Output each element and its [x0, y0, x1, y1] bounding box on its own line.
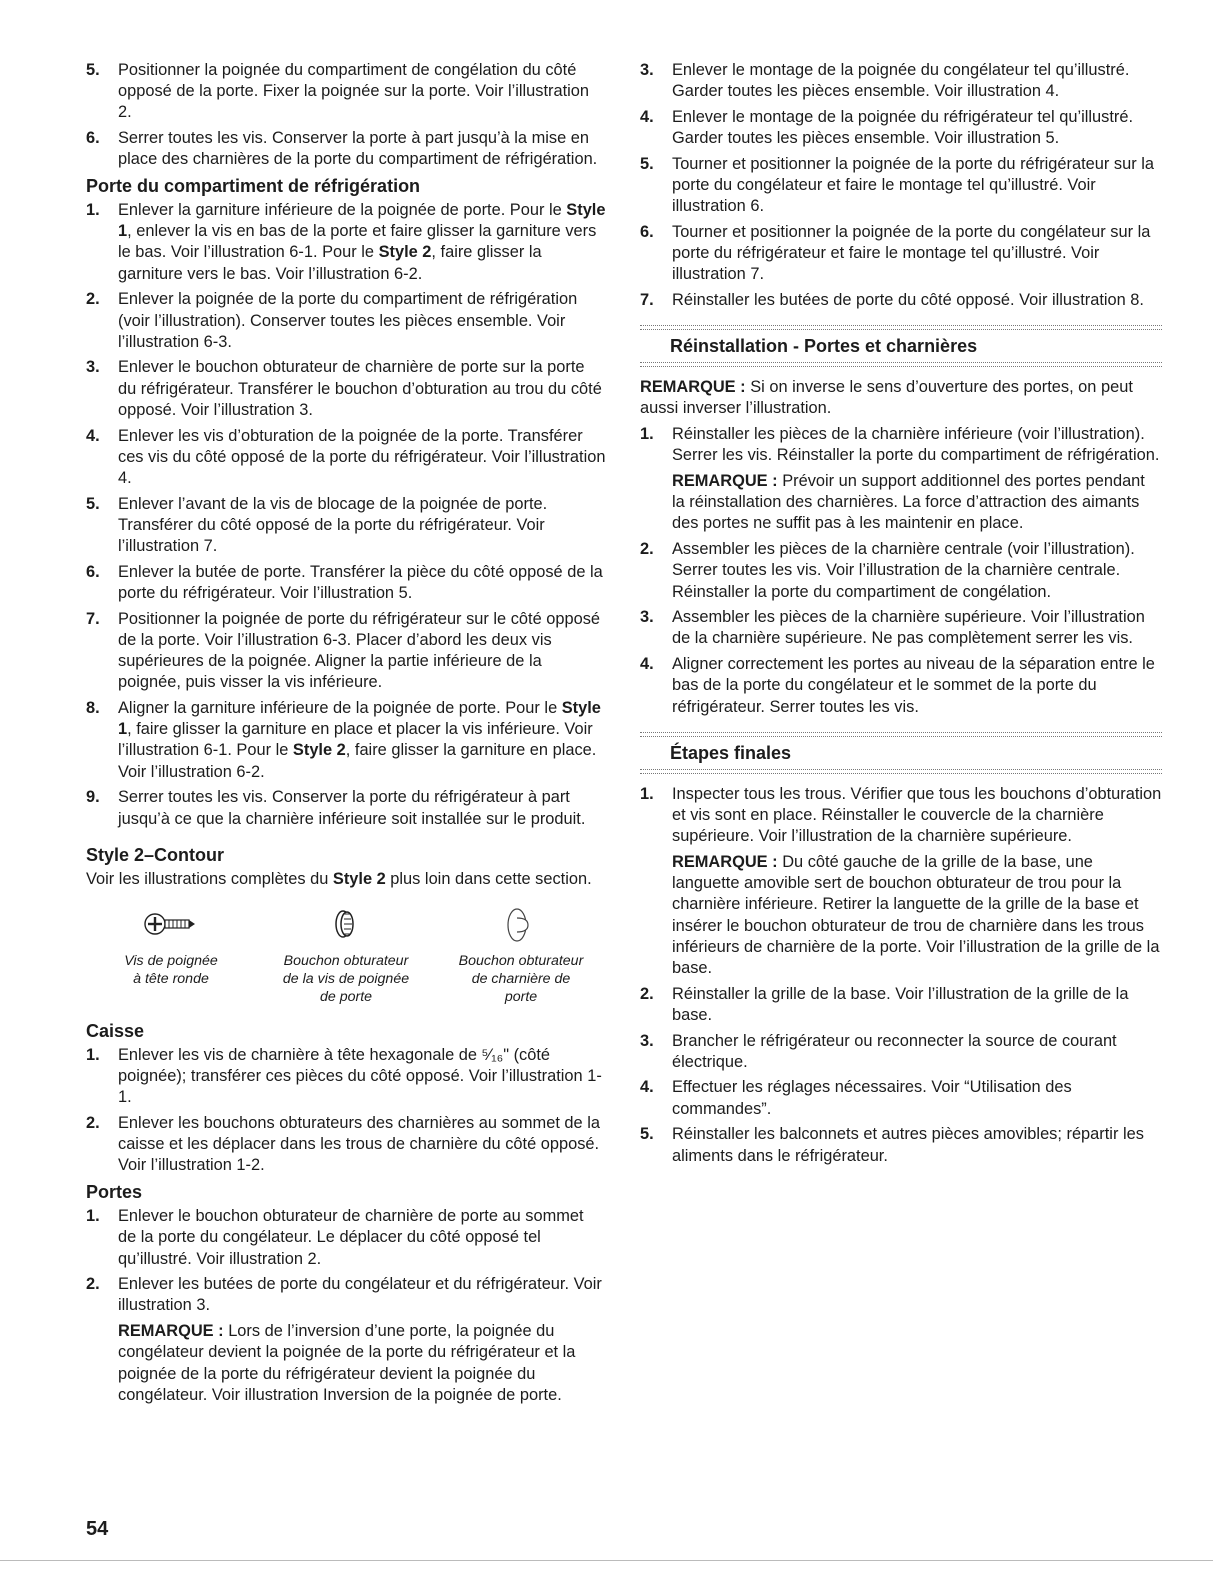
list-item: 1. Enlever les vis de charnière à tête hexagonale de ⁵⁄₁₆" (côté poignée); transférer ces pièces du côté opposé. Voir l’illustration 1-1. — [86, 1045, 602, 1107]
list-item: 1. Inspecter tous les trous. Vérifier que tous les bouchons d’obturation et vis sont en place. Réinstaller le couvercle de la charnière supérieure. Voir l’illustration de la charnière supérieure. — [640, 784, 1162, 846]
list-item: 2. Enlever les bouchons obturateurs des charnières au sommet de la caisse et les déplacer dans les trous de charnière du côté opposé. Voir l’illustration 1-2. — [86, 1114, 600, 1175]
final-steps — [640, 984, 1162, 1167]
list-item: 3. Brancher le réfrigérateur ou reconnecter la source de courant électrique. — [640, 1031, 1117, 1071]
list-item: 3. Assembler les pièces de la charnière supérieure. Voir l’illustration de la charnière supérieure. Ne pas complètement serrer les vis. — [640, 608, 1145, 648]
list-item: 4. Aligner correctement les portes au niveau de la séparation entre le bas de la porte du congélateur et le sommet de la porte du réfrigérateur. Serrer toutes les vis. — [640, 655, 1155, 716]
list-item: 2. Enlever les butées de porte du congélateur et du réfrigérateur. Voir illustration 3. — [86, 1275, 602, 1315]
list-item: 2. Réinstaller la grille de la base. Voir l’illustration de la grille de la base. — [640, 984, 1129, 1024]
round-head-screw-icon — [131, 904, 211, 944]
final-steps-banner — [640, 732, 1162, 774]
list-item: 4. Effectuer les réglages nécessaires. Voir “Utilisation des commandes”. — [640, 1078, 1072, 1118]
figure-hinge-plug: Bouchon obturateur de charnière de porte — [436, 904, 606, 1006]
style2-paragraph: Voir les illustrations complètes du Style 2 plus loin dans cette section. — [86, 869, 592, 888]
right-top-list — [640, 60, 1162, 311]
list-item: 1. Réinstaller les pièces de la charnière inférieure (voir l’illustration). Serrer les vis. Réinstaller la porte du compartiment de réfrigération. — [640, 425, 1160, 465]
reinstall-intro-note: REMARQUE : Si on inverse le sens d’ouverture des portes, on peut aussi inverser l’illustration. — [640, 378, 1133, 418]
dotted-rule — [640, 325, 1162, 330]
list-item: 3. Enlever le montage de la poignée du congélateur tel qu’illustré. Garder toutes les pièces ensemble. Voir illustration 4. — [640, 61, 1130, 101]
list-item: 2. Enlever la poignée de la porte du compartiment de réfrigération (voir l’illustration). Conserver toutes les pièces ensemble. Voir l’illustration 6-3. — [86, 290, 578, 351]
parts-figures — [86, 904, 606, 1006]
list-item: 4. Enlever les vis d’obturation de la poignée de la porte. Transférer ces vis du côté opposé de la porte du réfrigérateur. Voir l’illustration 4. — [86, 426, 606, 487]
section-heading-final-steps: Étapes finales — [670, 742, 792, 763]
section-heading-doors: Portes — [86, 1182, 143, 1203]
section-heading-refrigeration-door: Porte du compartiment de réfrigération — [86, 176, 421, 197]
dotted-rule — [640, 362, 1162, 367]
reinstall-steps — [640, 539, 1162, 718]
final-note: REMARQUE : Du côté gauche de la grille de la base, une languette amovible sert de bouchon obturateur de trou pour la charnière inférieure. Retirer la languette de la grille de la base et insérer le bouchon obturateur de trou de charnière dans les trous inférieurs de charnière de la porte. Voir l’illustration de la grille de la base. — [672, 852, 1160, 977]
list-item: 3. Enlever le bouchon obturateur de charnière de porte sur la porte du réfrigérateur. Transférer le bouchon d’obturation au trou du côté opposé. Voir l’illustration 3. — [86, 358, 602, 419]
list-item: 8. Aligner la garniture inférieure de la poignée de porte. Pour le Style 1, faire glisser la garniture en place et placer la vis inférieure. Voir l’illustration 6-1. Pour le Style 2, faire glisser la garniture en place. Voir l’illustration 6-2. — [86, 698, 601, 781]
list-item: 6. Enlever la butée de porte. Transférer la pièce du côté opposé de la porte du réfrigérateur. Voir l’illustration 5. — [86, 562, 603, 602]
list-item: 7. Positionner la poignée de porte du réfrigérateur sur le côté opposé de la porte. Voir l’illustration 6-3. Placer d’abord les deux vis supérieures de la poignée. Aligner la partie inférieure de la poignée, puis visser la vis inférieure. — [86, 609, 601, 692]
list-item: 7. Réinstaller les butées de porte du côté opposé. Voir illustration 8. — [640, 291, 1144, 310]
dotted-rule — [640, 769, 1162, 774]
left-top-list — [86, 60, 606, 171]
left-column — [86, 60, 606, 1410]
figure-screw-plug: Bouchon obturateur de la vis de poignée de porte — [261, 904, 431, 1006]
bottom-rule — [0, 1560, 1213, 1561]
hinge-plug-icon — [501, 904, 541, 944]
refrigeration-steps — [86, 200, 606, 830]
section-heading-cabinet: Caisse — [86, 1020, 145, 1041]
page-number: 54 — [86, 1518, 109, 1540]
dotted-rule — [640, 732, 1162, 737]
list-item: 1. Enlever le bouchon obturateur de charnière de porte au sommet de la porte du congélateur. Le déplacer du côté opposé tel qu’illustré. Voir illustration 2. — [86, 1207, 584, 1268]
list-item: 4. Enlever le montage de la poignée du réfrigérateur tel qu’illustré. Garder toutes les pièces ensemble. Voir illustration 5. — [640, 107, 1134, 148]
list-item: 5. Positionner la poignée du compartiment de congélation du côté opposé de la porte. Fixer la poignée sur la porte. Voir l’illustration 2. — [86, 61, 590, 122]
reinstall-banner — [640, 325, 1162, 367]
list-item: 5. Enlever l’avant de la vis de blocage de la poignée de porte. Transférer du côté opposé de la porte du réfrigérateur. Voir l’illustration 7. — [86, 494, 548, 556]
right-column — [640, 60, 1162, 1171]
cabinet-steps — [86, 1045, 606, 1177]
list-item: 6. Tourner et positionner la poignée de la porte du congélateur sur la porte du réfrigérateur et faire le montage tel qu’illustré. Voir illustration 7. — [640, 222, 1151, 284]
list-item: 5. Tourner et positionner la poignée de la porte du réfrigérateur sur la porte du congélateur et faire le montage tel qu’illustré. Voir illustration 6. — [640, 154, 1154, 216]
section-heading-reinstallation: Réinstallation - Portes et charnières — [670, 336, 978, 357]
list-item: 9. Serrer toutes les vis. Conserver la porte du réfrigérateur à part jusqu’à ce que la charnière inférieure soit installée sur le produit. — [86, 788, 586, 828]
list-item: 6. Serrer toutes les vis. Conserver la porte à part jusqu’à la mise en place des charnières de la porte du compartiment de réfrigération. — [86, 129, 598, 169]
screw-plug-icon — [326, 904, 366, 944]
list-item: 1. Enlever la garniture inférieure de la poignée de porte. Pour le Style 1, enlever la vis en bas de la porte et faire glisser la garniture vers le bas. Voir l’illustration 6-1. Pour le Style 2, faire glisser la garniture vers le bas. Voir l’illustration 6-2. — [86, 201, 606, 283]
list-item: 5. Réinstaller les balconnets et autres pièces amovibles; répartir les aliments dans le réfrigérateur. — [640, 1125, 1144, 1165]
doors-note: REMARQUE : Lors de l’inversion d’une porte, la poignée du congélateur devient la poignée de la porte du réfrigérateur et la poignée de la porte du réfrigérateur devient la poignée du congélateur. Voir illustration Inversion de la poignée de porte. — [118, 1322, 576, 1404]
figure-round-head-screw: Vis de poignée à tête ronde — [86, 904, 256, 1006]
list-item: 2. Assembler les pièces de la charnière centrale (voir l’illustration). Serrer toutes les vis. Voir l’illustration de la charnière centrale. Réinstaller la porte du compartiment de congélation. — [640, 540, 1135, 601]
section-heading-style2: Style 2–Contour — [86, 844, 225, 865]
reinstall-note: REMARQUE : Prévoir un support additionnel des portes pendant la réinstallation des charnières. La force d’attraction des aimants des portes ne suffit pas à les maintenir en place. — [672, 472, 1145, 533]
doors-steps — [86, 1206, 606, 1317]
